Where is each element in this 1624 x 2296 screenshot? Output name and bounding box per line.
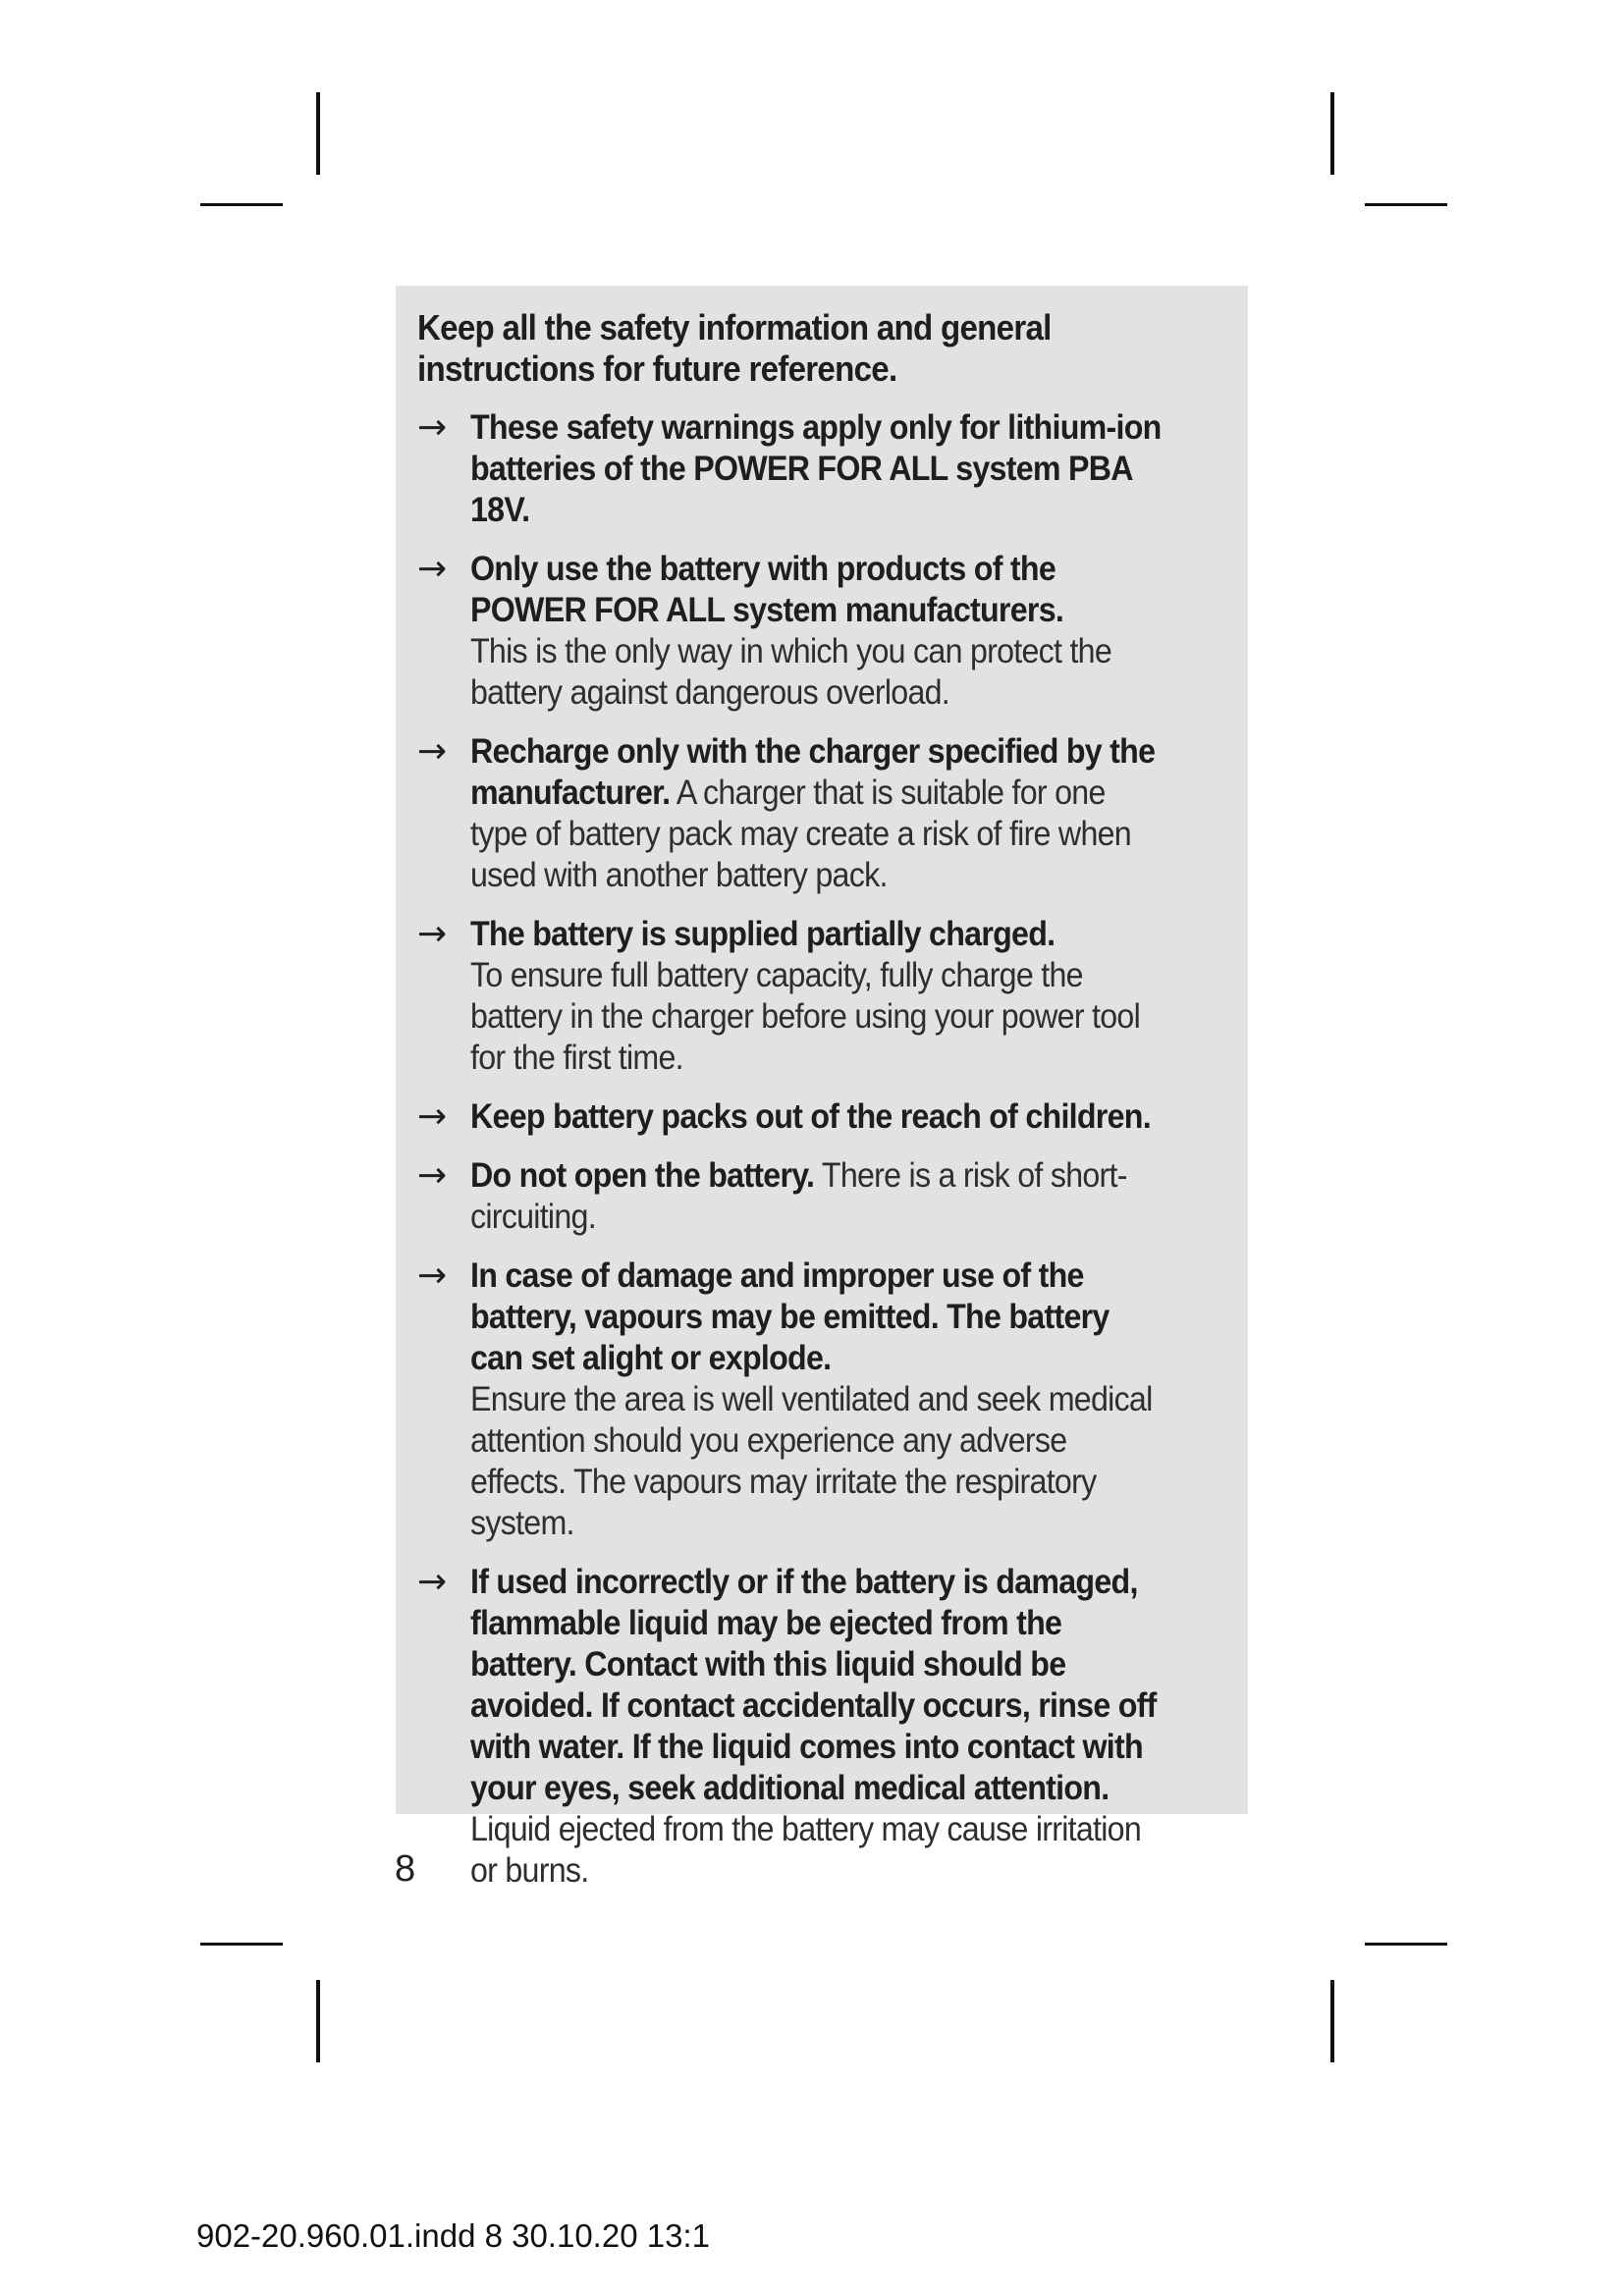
arrow-icon: → (417, 407, 448, 448)
item-bold: Only use the battery with products of the POWER FOR ALL system manufacturers. (470, 550, 1064, 629)
item-text (470, 1255, 1163, 1544)
crop-mark-top-left-horizontal (200, 203, 283, 206)
item-text (470, 1155, 1163, 1238)
list-item (417, 1562, 1222, 1892)
item-bold: Recharge only with the charger specified by the manufacturer. (470, 732, 1156, 812)
item-bold: The battery is supplied partially charged. (470, 915, 1056, 953)
item-bold: Do not open the battery. (470, 1156, 815, 1195)
list-item (417, 407, 1222, 531)
item-bold: Keep battery packs out of the reach of children. (470, 1097, 1151, 1136)
list-item (417, 549, 1222, 714)
list-item (417, 1096, 1222, 1138)
item-normal: A charger that is suitable for one type of battery pack may create a risk of fire when used with another battery pack. (470, 774, 1131, 894)
item-normal: Liquid ejected from the battery may cause irritation or burns. (470, 1810, 1142, 1890)
arrow-icon: → (417, 914, 448, 954)
intro-text: Keep all the safety information and general instructions for future reference. (417, 307, 1052, 389)
arrow-icon: → (417, 1562, 448, 1602)
item-bold: In case of damage and improper use of the battery, vapours may be emitted. The battery can set alight or explode. (470, 1256, 1110, 1377)
item-bold: These safety warnings apply only for lithium-ion batteries of the POWER FOR ALL system PBA 18V. (470, 408, 1162, 529)
arrow-icon: → (417, 1255, 448, 1296)
print-slug: 902-20.960.01.indd 8 30.10.20 13:1 (196, 2217, 710, 2254)
arrow-icon: → (417, 731, 448, 772)
item-normal: To ensure full battery capacity, fully charge the battery in the charger before using your power tool for the first time. (470, 956, 1141, 1077)
crop-mark-bottom-left-horizontal (200, 1943, 283, 1946)
item-text (470, 1096, 1163, 1138)
list-item (417, 1255, 1222, 1544)
list-item (417, 731, 1222, 896)
item-normal: Ensure the area is well ventilated and seek medical attention should you experience any adverse effects. The vapours may irritate the respiratory system. (470, 1380, 1153, 1542)
list-item (417, 914, 1222, 1079)
item-normal: There is a risk of short-circuiting. (470, 1156, 1127, 1236)
item-normal: This is the only way in which you can protect the battery against dangerous overload. (470, 632, 1111, 712)
item-text (470, 914, 1163, 1079)
crop-mark-bottom-right-horizontal (1365, 1943, 1447, 1946)
item-bold: If used incorrectly or if the battery is damaged, flammable liquid may be ejected from the battery. Contact with this liquid should be avoided. If contact accidentally occurs, rinse off with water. If the liquid comes into contact with your eyes, seek additional medical attention. (470, 1563, 1157, 1807)
safety-info-panel (396, 286, 1248, 1890)
crop-mark-top-left-vertical (316, 92, 320, 175)
arrow-icon: → (417, 1155, 448, 1196)
crop-mark-top-right-horizontal (1365, 203, 1447, 206)
crop-mark-bottom-left-vertical (316, 1980, 320, 2062)
crop-mark-bottom-right-vertical (1330, 1980, 1334, 2062)
item-text (470, 1562, 1163, 1892)
item-text (470, 549, 1163, 714)
item-text (470, 731, 1163, 896)
arrow-icon: → (417, 549, 448, 589)
list-item (417, 1155, 1222, 1238)
arrow-icon: → (417, 1096, 448, 1137)
page-number: 8 (395, 1848, 416, 1890)
crop-mark-top-right-vertical (1330, 92, 1334, 175)
item-text (470, 407, 1163, 531)
